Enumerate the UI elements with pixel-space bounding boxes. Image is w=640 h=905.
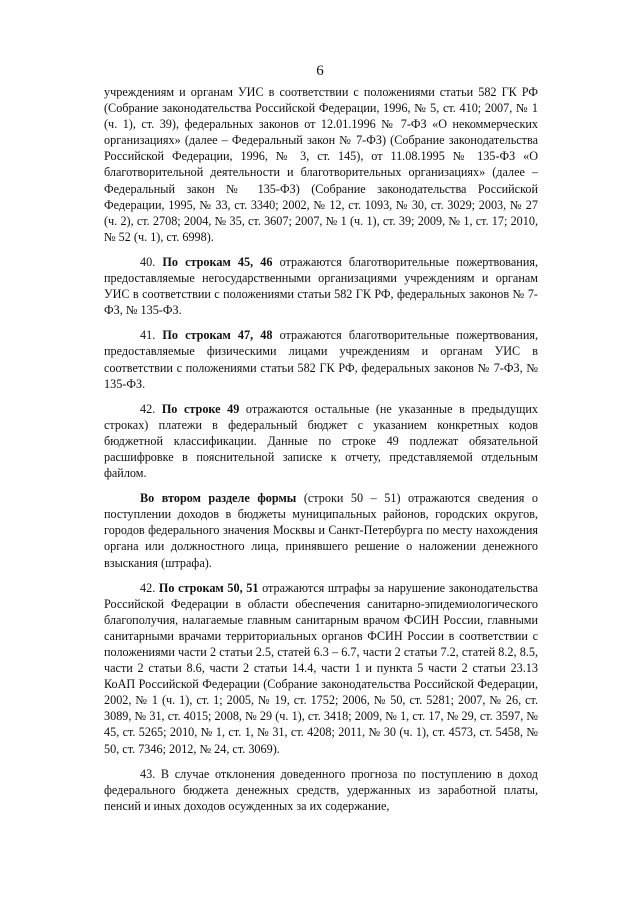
text-run: 42. — [140, 401, 162, 416]
text-run: 40. — [140, 254, 163, 269]
paragraph — [104, 580, 538, 757]
text-run: учреждениям и органам УИС в соответствии с положениями статьи 582 ГК РФ (Собрание законодательства Российской Федерации, 1996, № 5, ст. 410; 2007, № 1 (ч. 1), ст. 39), федеральных законов от 12.01.1996 № 7-ФЗ «О некоммерческих организациях» (далее – Федеральный закон № 7-ФЗ) (Собрание законодательства Российской Федерации, 1996, № 3, ст. 145), от 11.08.1995 № 135-ФЗ «О благотворительной деятельности и благотворительных организациях» (далее – Федеральный закон № 135-ФЗ) (Собрание законодательства Российской Федерации, 1995, № 33, ст. 3340; 2002, № 12, ст. 1093, № 30, ст. 3029; 2003, № 27 (ч. 2), ст. 2708; 2004, № 35, ст. 3607; 2007, № 1 (ч. 1), ст. 39; 2009, № 1, ст. 17; 2010, № 52 (ч. 1), ст. 6998). — [104, 85, 538, 244]
text-run: отражаются благотворительные пожертвования, предоставляемые физическими лицами учреждениям и органам УИС в соответствии с положениями статьи 582 ГК РФ, федеральных законов № 7-ФЗ, № 135-ФЗ. — [104, 328, 538, 391]
bold-text-run: По строкам 47, 48 — [162, 328, 273, 343]
bold-text-run: По строкам 50, 51 — [158, 580, 259, 595]
paragraph — [104, 490, 538, 570]
text-run: (строки 50 – 51) отражаются сведения о поступлении доходов в бюджеты муниципальных районов, городских округов, городов федерального значения Москвы и Санкт-Петербурга по месту нахождения органа или должностного лица, принявшего решение о наложении денежного взыскания (штрафа). — [104, 491, 538, 570]
text-run: 43. В случае отклонения доведенного прогноза по поступлению в доход федерального бюджета денежных средств, удержанных из заработной платы, пенсий и иных доходов осужденных за их содержание, — [104, 766, 538, 813]
text-run: 41. — [140, 328, 163, 343]
bold-text-run: По строке 49 — [161, 401, 240, 416]
paragraph — [104, 766, 538, 814]
paragraph — [104, 401, 538, 481]
page-number: 6 — [316, 63, 324, 79]
text-run: отражаются штрафы за нарушение законодательства Российской Федерации в области обеспечения санитарно-эпидемиологического благополучия, налагаемые главным санитарным врачом ФСИН России, главными санитарными врачами территориальных органов ФСИН России в соответствии с положениями части 2 статьи 2.5, статей 6.3 – 6.7, части 2 статьи 7.2, статей 8.2, 8.5, части 2 статьи 8.6, части 2 статьи 14.4, части 1 и пункта 5 части 2 статьи 23.13 КоАП Российской Федерации (Собрание законодательства Российской Федерации, 2002, № 1 (ч. 1), ст. 1; 2005, № 19, ст. 1752; 2006, № 50, ст. 5281; 2007, № 26, ст. 3089, № 31, ст. 4015; 2008, № 29 (ч. 1), ст. 3418; 2009, № 1, ст. 17, № 29, ст. 3597, № 45, ст. 5265; 2010, № 1, ст. 1, № 31, ст. 4208; 2011, № 30 (ч. 1), ст. 4573, ст. 5458, № 50, ст. 7346; 2012, № 24, ст. 3069). — [104, 580, 538, 756]
text-run: 42. — [140, 580, 159, 595]
text-run: отражаются благотворительные пожертвования, предоставляемые негосударственными организациями учреждениям и органам УИС в соответствии с положениями статьи 582 ГК РФ, федеральных законов № 7-ФЗ, № 135-ФЗ. — [104, 254, 538, 318]
bold-text-run: Во втором разделе формы — [140, 491, 297, 506]
paragraph — [104, 84, 538, 245]
paragraph — [104, 327, 538, 391]
bold-text-run: По строкам 45, 46 — [162, 254, 273, 269]
document-body — [104, 84, 538, 823]
paragraph — [104, 254, 538, 318]
text-run: отражаются остальные (не указанные в предыдущих строках) платежи в федеральный бюджет с указанием конкретных кодов бюджетной классификации. Данные по строке 49 подлежат обязательной расшифровке в пояснительной записке к отчету, представляемой отдельным файлом. — [104, 401, 539, 481]
